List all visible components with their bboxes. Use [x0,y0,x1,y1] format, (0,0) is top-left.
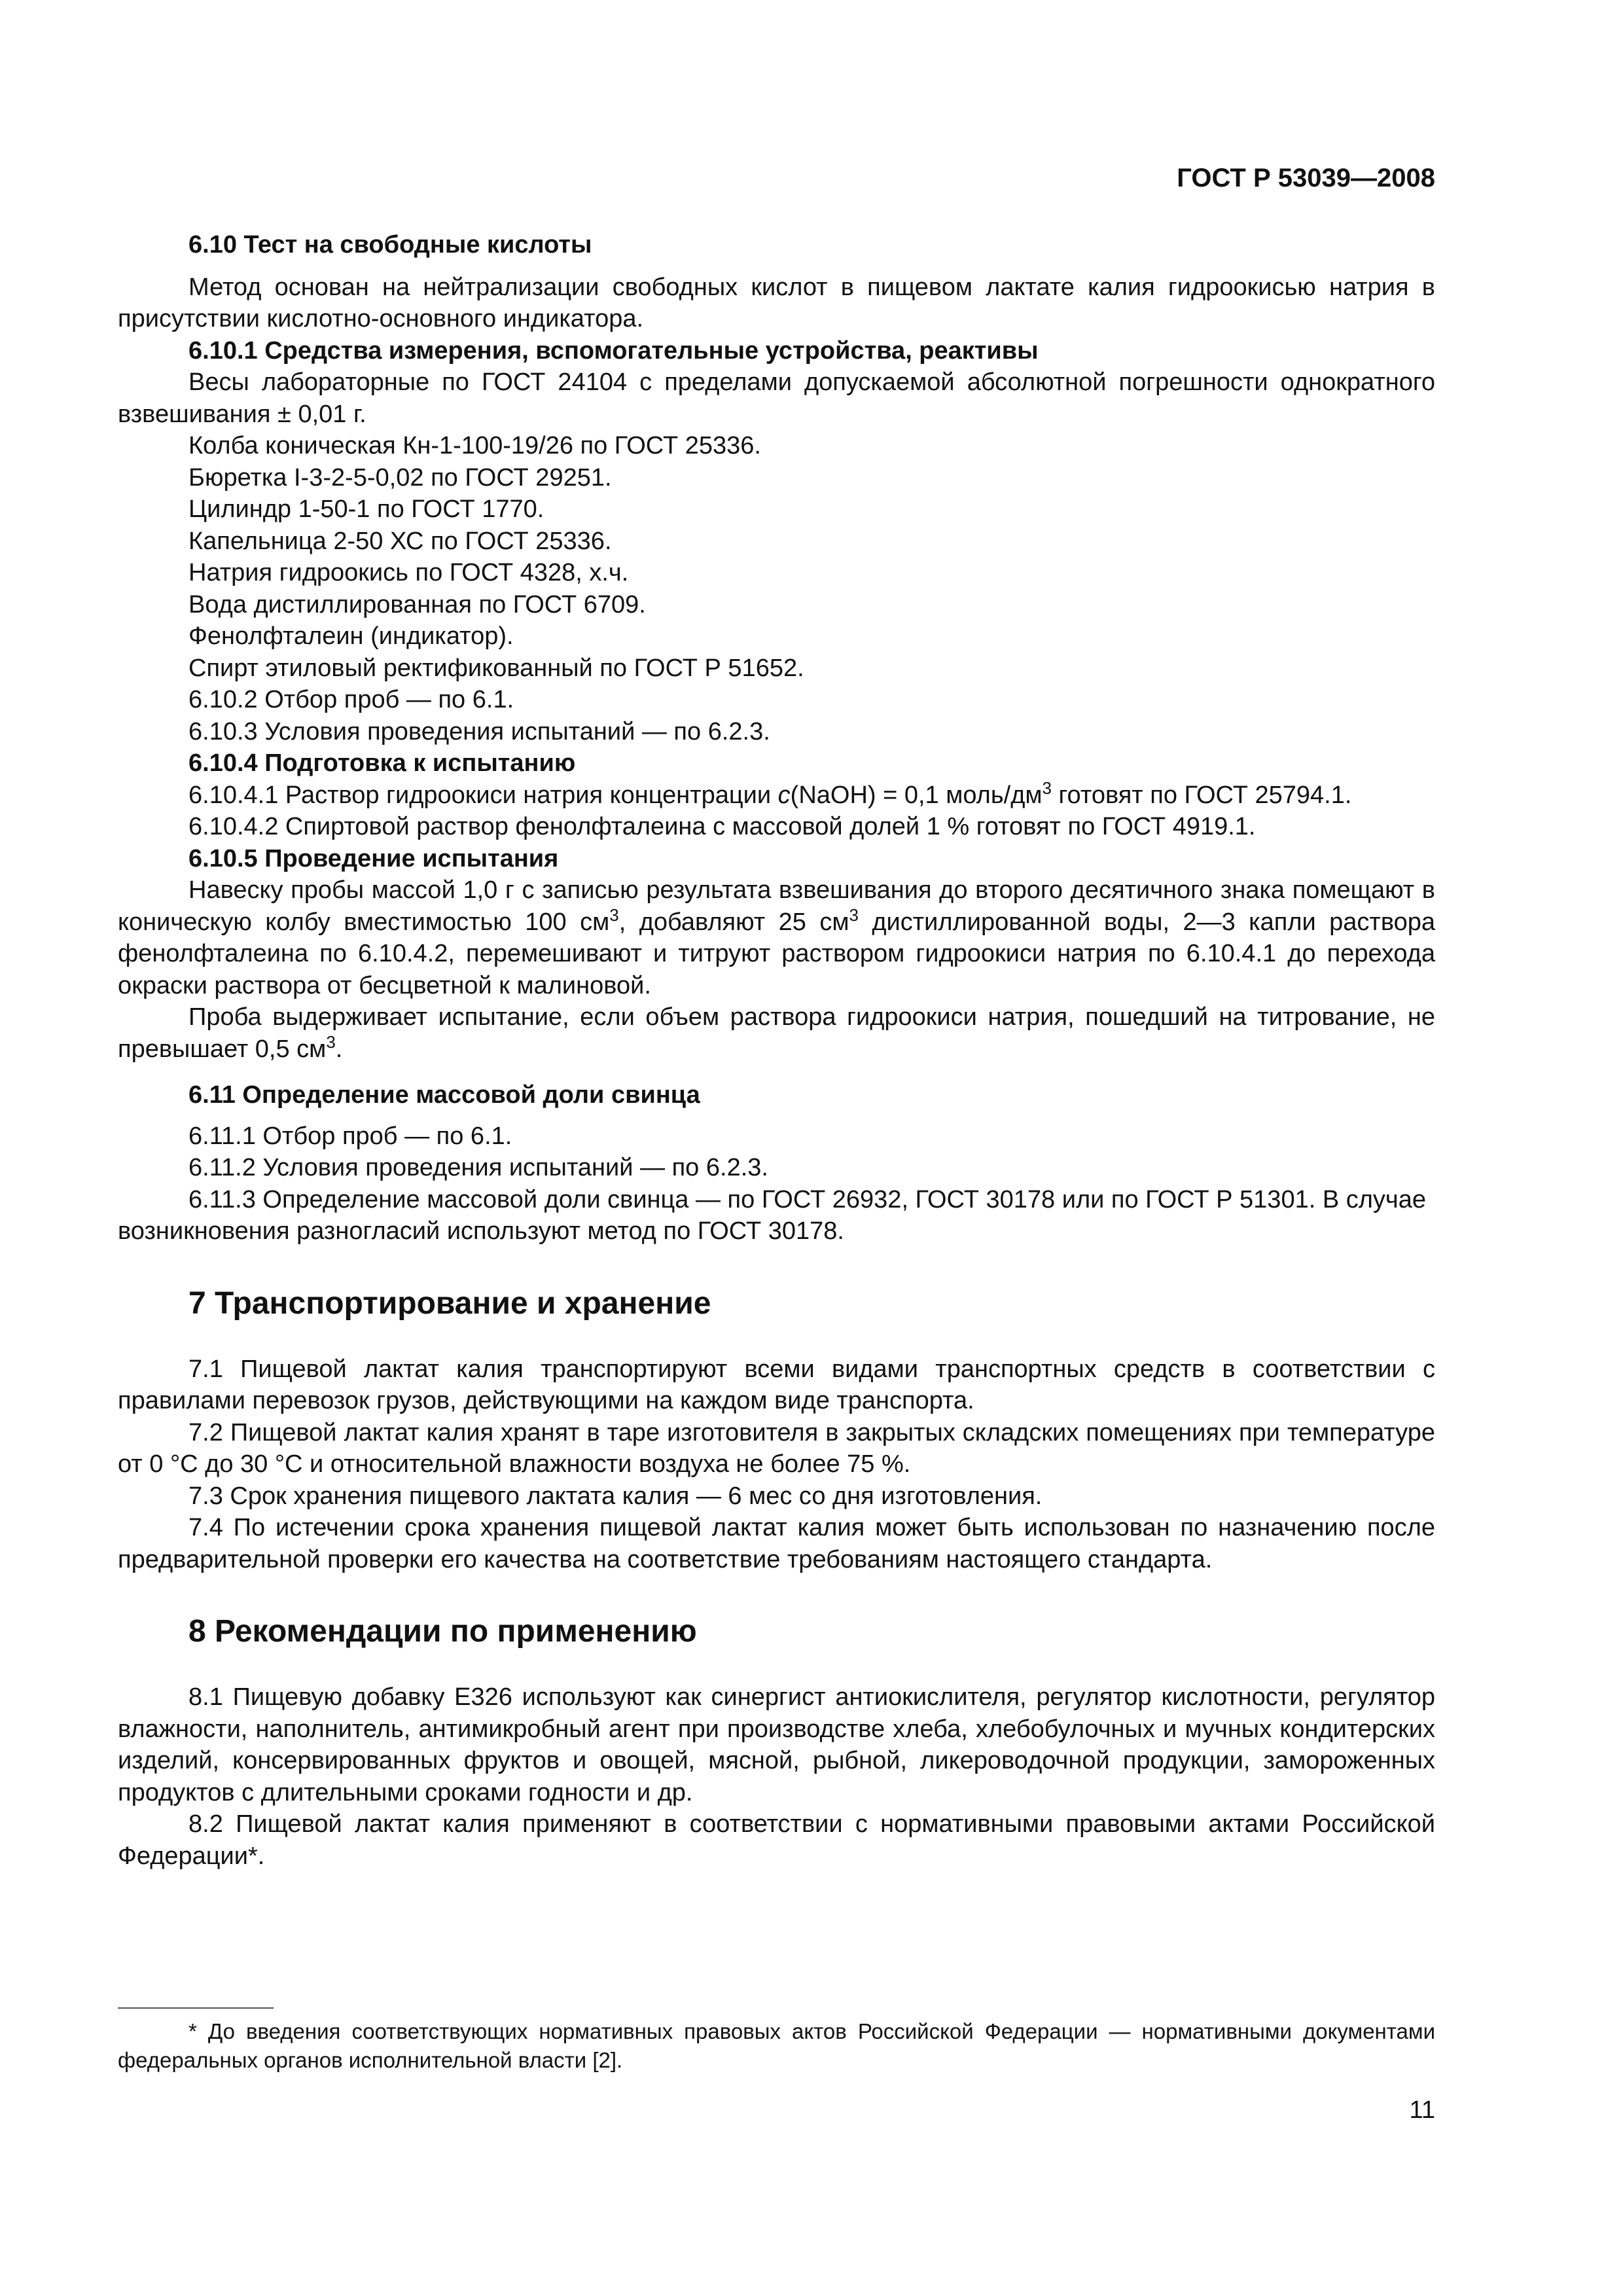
section-7-item: 7.1 Пищевой лактат калия транспортируют всеми видами транспортных средств в соответствии с правилами перевозок грузов, действующими на каждом виде транспорта. [118,1355,1435,1414]
superscript: 3 [1042,778,1052,798]
section-6-10-5-criterion [118,1001,1435,1065]
text-run: Проба выдерживает испытание, если объем раствора гидроокиси натрия, пошедший на титрование, не превышает 0,5 см [118,1003,1435,1063]
section-6-11-item: 6.11.1 Отбор проб — по 6.1. [188,1122,512,1150]
section-6-11-item: 6.11.3 Определение массовой доли свинца — по ГОСТ 26932, ГОСТ 30178 или по ГОСТ Р 51301. В случае возникновения разногласий используют метод по ГОСТ 30178. [118,1185,1426,1245]
page-number: 11 [1409,2096,1435,2124]
section-7-item: 7.2 Пищевой лактат калия хранят в таре изготовителя в закрытых складских помещениях при температуре от 0 °С до 30 °С и относительной влажности воздуха не более 75 %. [118,1418,1435,1478]
superscript: 3 [849,905,859,925]
section-6-10-4-title: 6.10.4 Подготовка к испытанию [188,749,576,777]
section-7-item: 7.3 Срок хранения пищевого лактата калия — 6 мес со дня изготовления. [188,1482,1043,1510]
equipment-item: Весы лабораторные по ГОСТ 24104 с пределами допускаемой абсолютной погрешности однократного взвешивания ± 0,01 г. [118,368,1435,428]
text-run: 6.10.4.1 Раствор гидроокиси натрия концентрации [188,781,778,809]
equipment-item: Спирт этиловый ректификованный по ГОСТ Р 51652. [188,654,804,682]
equipment-item: Фенолфталеин (индикатор). [188,622,514,650]
main-content [118,229,1435,1872]
section-6-10-5-title: 6.10.5 Проведение испытания [188,844,559,872]
footnote-text: * До введения соответствующих нормативных правовых актов Российской Федерации — нормативными документами федеральных органов исполнительной власти [2]. [118,2019,1435,2072]
footnote-separator [118,2007,274,2009]
equipment-item: Цилиндр 1-50-1 по ГОСТ 1770. [188,495,544,523]
section-6-10-4-2: 6.10.4.2 Спиртовой раствор фенолфталеина с массовой долей 1 % готовят по ГОСТ 4919.1. [188,813,1256,840]
text-run: Навеску пробы массой 1,0 г с записью результата взвешивания до второго десятичного знака помещают в коническую колбу вместимостью 100 см [118,876,1435,936]
equipment-item: Капельница 2-50 ХС по ГОСТ 25336. [188,527,612,555]
section-6-10-5-procedure [118,874,1435,1001]
text-run: дистиллированной воды, 2—3 капли раствора фенолфталеина по 6.10.4.2, перемешивают и титруют раствором гидроокиси натрия по 6.10.4.1 до перехода окраски раствора от бесцветной к малиновой. [118,908,1435,999]
section-7-item: 7.4 По истечении срока хранения пищевой лактат калия может быть использован по назначению после предварительной проверки его качества на соответствие требованиям настоящего стандарта. [118,1514,1435,1573]
section-8-item: 8.2 Пищевой лактат калия применяют в соответствии с нормативными правовыми актами Российской Федерации*. [118,1810,1435,1870]
document-code: ГОСТ Р 53039—2008 [1177,164,1435,192]
superscript: 3 [326,1031,336,1052]
equipment-item: Бюретка I-3-2-5-0,02 по ГОСТ 29251. [188,463,612,492]
concentration-symbol: c [777,781,791,809]
section-6-11-item: 6.11.2 Условия проведения испытаний — по 6.2.3. [188,1154,768,1181]
equipment-item: Вода дистиллированная по ГОСТ 6709. [188,590,646,619]
text-run: . [335,1035,343,1063]
superscript: 3 [609,905,619,925]
equipment-item: Колба коническая Кн-1-100-19/26 по ГОСТ 25336. [188,432,761,459]
footnote [118,2017,1435,2075]
section-6-10-4-1 [118,780,1435,812]
section-8-heading: 8 Рекомендации по применению [188,1614,697,1649]
section-8-item: 8.1 Пищевую добавку Е326 используют как синергист антиокислителя, регулятор кислотности, регулятор влажности, наполнитель, антимикробный агент при производстве хлеба, хлебобулочных и мучных кондитерских изделий, консервированных фруктов и овощей, мясной, рыбной, ликероводочной продукции, замороженных продуктов с длительными сроками годности и др. [118,1683,1435,1806]
section-7-heading: 7 Транспортирование и хранение [188,1285,711,1321]
section-6-10-1-title: 6.10.1 Средства измерения, вспомогательные устройства, реактивы [188,336,1039,365]
section-6-10-intro: Метод основан на нейтрализации свободных кислот в пищевом лактате калия гидроокисью натрия в присутствии кислотно-основного индикатора. [118,273,1435,332]
section-6-11-title: 6.11 Определение массовой доли свинца [188,1081,700,1109]
equipment-item: Натрия гидроокись по ГОСТ 4328, х.ч. [188,559,629,586]
section-6-10-2: 6.10.2 Отбор проб — по 6.1. [188,686,514,713]
section-6-10-3: 6.10.3 Условия проведения испытаний — по 6.2.3. [188,717,770,745]
section-6-10-title: 6.10 Тест на свободные кислоты [188,231,592,259]
text-run: (NaOH) = 0,1 моль/дм [790,781,1043,809]
text-run: готовят по ГОСТ 25794.1. [1051,781,1352,809]
text-run: , добавляют 25 см [618,908,849,936]
